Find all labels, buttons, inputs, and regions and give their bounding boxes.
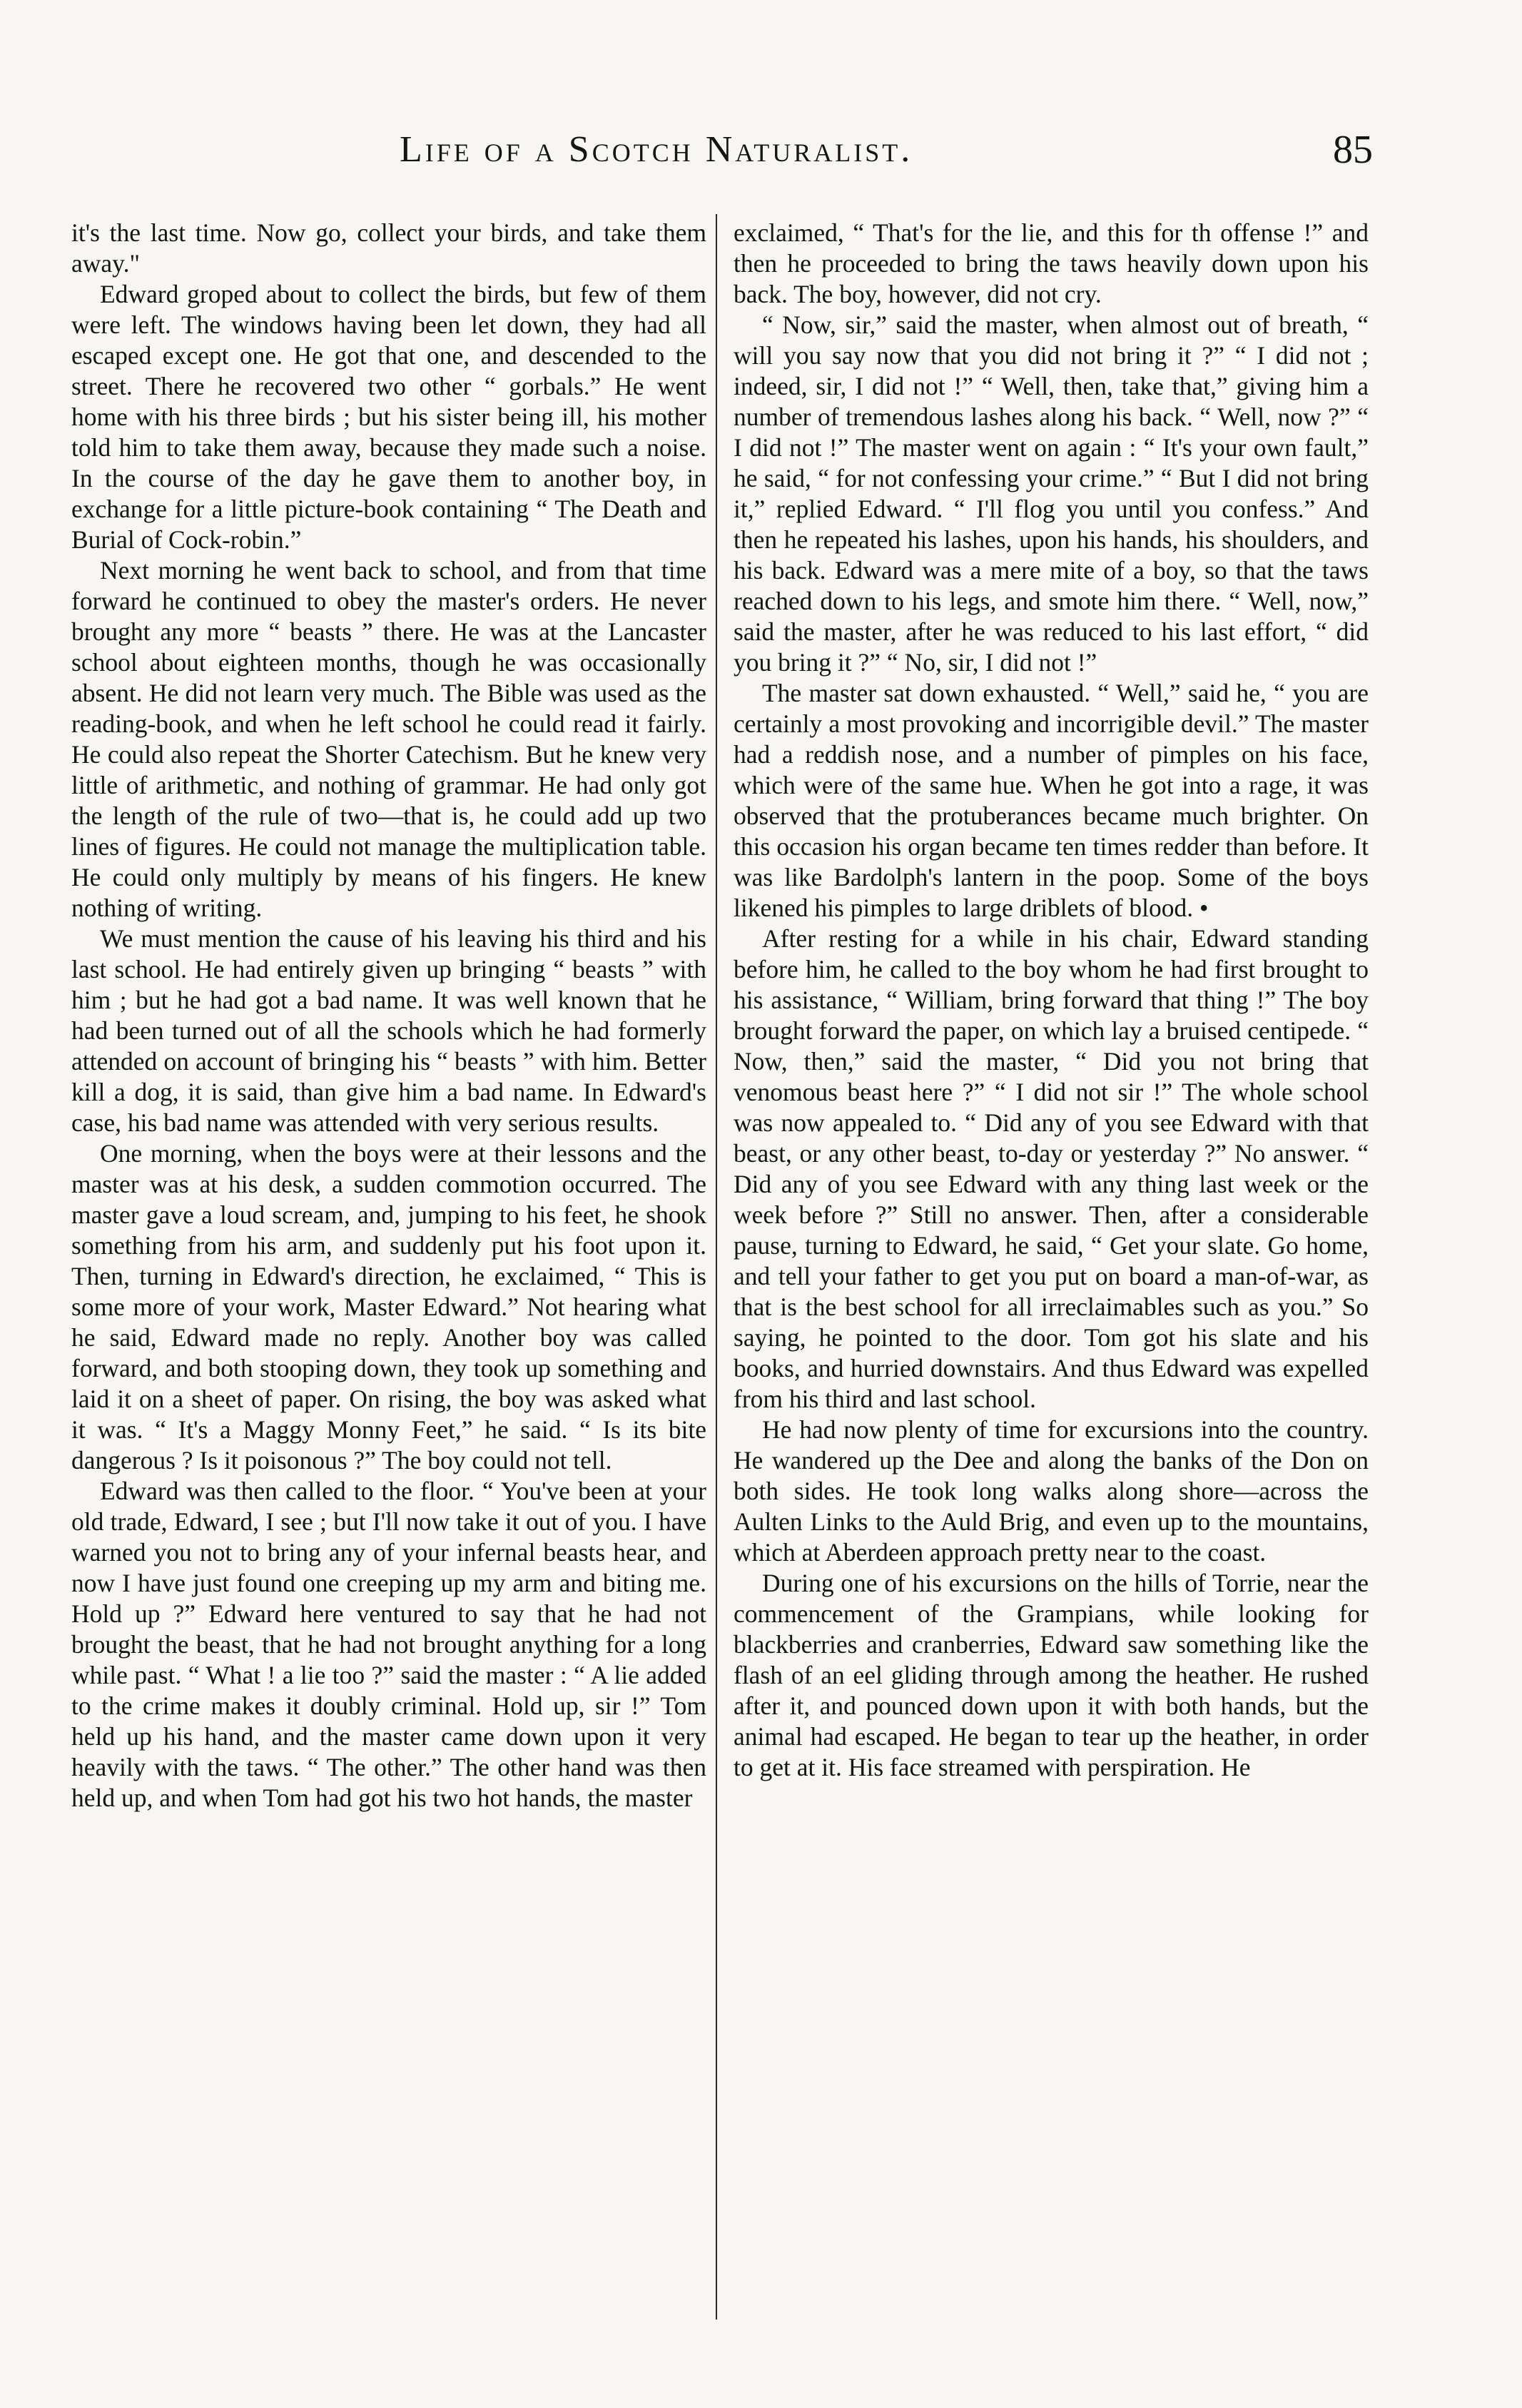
- paragraph: After resting for a while in his chair, Edward standing before him, he called to the boy whom he had first brought to his assistance, “ William, bring forward that thing !” The boy brought forward the paper, on which lay a bruised centipede. “ Now, then,” said the master, “ Did you not bring that venomous beast here ?” “ I did not sir !” The whole school was now appealed to. “ Did any of you see Edward with that beast, or any other beast, to-day or yesterday ?” No answer. “ Did any of you see Edward with any thing last week or the week before ?” Still no answer. Then, after a considerable pause, turning to Edward, he said, “ Get your slate. Go home, and tell your father to get you put on board a man-of-war, as that is the best school for all irreclaimables such as you.” So saying, he pointed to the door. Tom got his slate and his books, and hurried downstairs. And thus Edward was expelled from his third and last school.: [734, 924, 1369, 1413]
- column-divider: [716, 214, 717, 2320]
- paragraph: Edward was then called to the floor. “ You've been at your old trade, Edward, I see ; but I'll now take it out of you. I have warned you not to bring any of your infernal beasts hear, and now I have just found one creeping up my arm and biting me. Hold up ?” Edward here ventured to say that he had not brought the beast, that he had not brought anything for a long while past. “ What ! a lie too ?” said the master : “ A lie added to the crime makes it doubly criminal. Hold up, sir !” Tom held up his hand, and the master came down upon it very heavily with the taws. “ The other.” The other hand was then held up, and when Tom had got his two hot hands, the master: [71, 1477, 706, 1812]
- paragraph: exclaimed, “ That's for the lie, and this for th offense !” and then he proceeded to bring the taws heavily down upon his back. The boy, however, did not cry.: [734, 218, 1369, 308]
- paragraph: The master sat down exhausted. “ Well,” said he, “ you are certainly a most provoking and incorrigible devil.” The master had a reddish nose, and a number of pimples on his face, which were of the same hue. When he got into a rage, it was observed that the protuberances became much brighter. On this occasion his organ became ten times redder than before. It was like Bardolph's lantern in the poop. Some of the boys likened his pimples to large driblets of blood. •: [734, 679, 1369, 922]
- paragraph: “ Now, sir,” said the master, when almost out of breath, “ will you say now that you did not bring it ?” “ I did not ; indeed, sir, I did not !” “ Well, then, take that,” giving him a number of tremendous lashes along his back. “ Well, now ?” “ I did not !” The master went on again : “ It's your own fault,” he said, “ for not confessing your crime.” “ But I did not bring it,” replied Edward. “ I'll flog you until you confess.” And then he repeated his lashes, upon his hands, his shoulders, and his back. Edward was a mere mite of a boy, so that the taws reached down to his legs, and smote him there. “ Well, now,” said the master, after he was reduced to his last effort, “ did you bring it ?” “ No, sir, I did not !”: [734, 310, 1369, 677]
- paragraph: One morning, when the boys were at their lessons and the master was at his desk, a sudden commotion occurred. The master gave a loud scream, and, jumping to his feet, he shook something from his arm, and suddenly put his foot upon it. Then, turning in Edward's direction, he exclaimed, “ This is some more of your work, Master Edward.” Not hearing what he said, Edward made no reply. Another boy was called forward, and both stooping down, they took up something and laid it on a sheet of paper. On rising, the boy was asked what it was. “ It's a Maggy Monny Feet,” he said. “ Is its bite dangerous ? Is it poisonous ?” The boy could not tell.: [71, 1139, 706, 1474]
- paragraph: We must mention the cause of his leaving his third and his last school. He had entirely given up bringing “ beasts ” with him ; but he had got a bad name. It was well known that he had been turned out of all the schools which he had formerly attended on account of bringing his “ beasts ” with him. Better kill a dog, it is said, than give him a bad name. In Edward's case, his bad name was attended with very serious results.: [71, 924, 706, 1137]
- paragraph: Next morning he went back to school, and from that time forward he continued to obey the master's orders. He never brought any more “ beasts ” there. He was at the Lancaster school about eighteen months, though he was occasionally absent. He did not learn very much. The Bible was used as the reading-book, and when he left school he could read it fairly. He could also repeat the Shorter Catechism. But he knew very little of arithmetic, and nothing of grammar. He had only got the length of the rule of two—that is, he could add up two lines of figures. He could not manage the multiplication table. He could only multiply by means of his fingers. He knew nothing of writing.: [71, 556, 706, 922]
- paragraph: He had now plenty of time for excursions into the country. He wandered up the Dee and along the banks of the Don on both sides. He took long walks along shore—across the Aulten Links to the Auld Brig, and even up to the mountains, which at Aberdeen approach pretty near to the coast.: [734, 1415, 1369, 1567]
- left-column: [71, 218, 706, 1813]
- page-number: 85: [1333, 128, 1373, 172]
- paragraph: Edward groped about to collect the birds, but few of them were left. The windows having been let down, they had all escaped except one. He got that one, and descended to the street. There he recovered two other “ gorbals.” He went home with his three birds ; but his sister being ill, his mother told him to take them away, because they made such a noise. In the course of the day he gave them to another boy, in exchange for a little picture-book containing “ The Death and Burial of Cock-robin.”: [71, 280, 706, 554]
- running-title: Life of a Scotch Naturalist.: [400, 129, 913, 170]
- paragraph: it's the last time. Now go, collect your birds, and take them away.": [71, 218, 706, 278]
- page-header: [0, 128, 1522, 186]
- paragraph: During one of his excursions on the hills of Torrie, near the commencement of the Grampians, while looking for blackberries and cranberries, Edward saw something like the flash of an eel gliding through among the heather. He rushed after it, and pounced down upon it with both hands, but the animal had escaped. He began to tear up the heather, in order to get at it. His face streamed with perspiration. He: [734, 1569, 1369, 1781]
- right-column: [734, 218, 1369, 1783]
